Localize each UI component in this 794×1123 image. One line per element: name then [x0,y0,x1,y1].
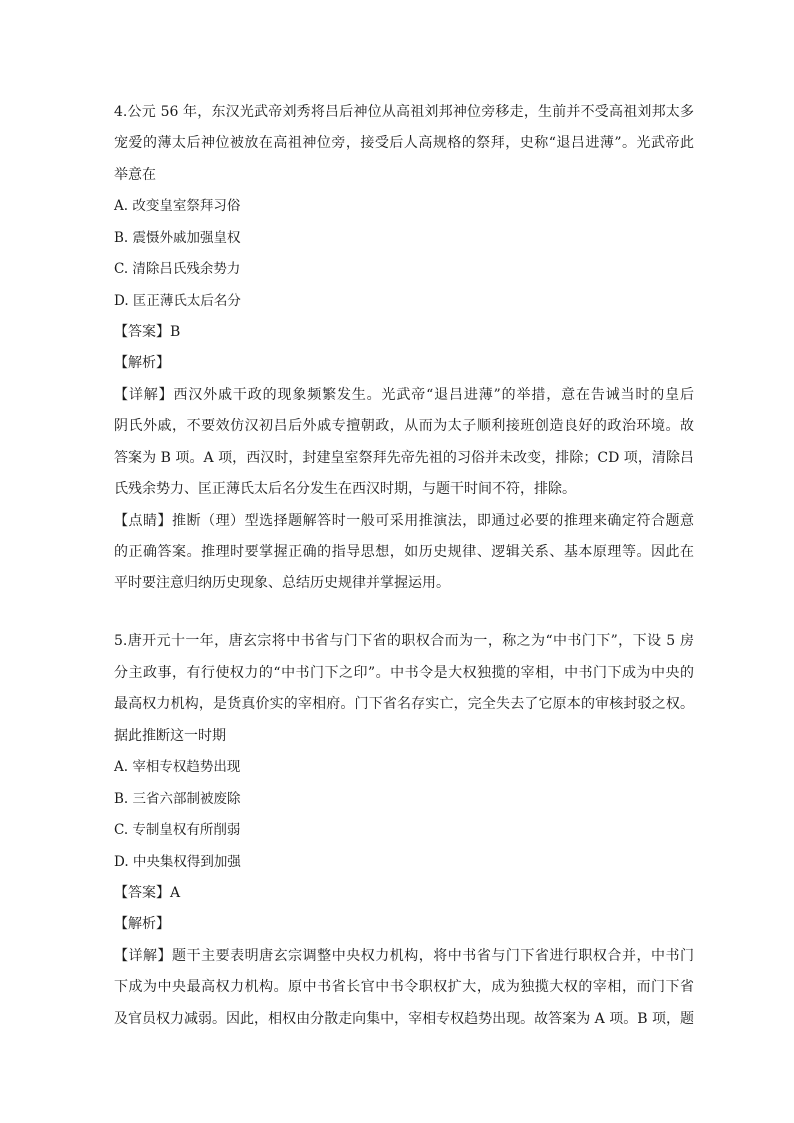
q5-analysis-heading: 【解析】 [114,916,170,932]
q4-option-d: D. 匡正薄氏太后名分 [114,293,241,309]
q4-detail-line-3: 答案为 B 项。A 项，西汉时，封建皇室祭拜先帝先祖的习俗并未改变，排除；CD 项，清除吕 [114,450,694,466]
q4-option-b: B. 震慑外戚加强皇权 [114,230,241,246]
q5-option-b: B. 三省六部制被废除 [114,791,241,807]
q4-detail-line-1: 【详解】西汉外戚干政的现象频繁发生。光武帝“退吕进薄”的举措，意在告诫当时的皇后 [114,387,694,403]
q4-option-c: C. 清除吕氏残余势力 [114,261,241,277]
q4-tip-line-1: 【点睛】推断（理）型选择题解答时一般可采用推演法，即通过必要的推理来确定符合题意 [114,513,694,529]
q4-detail-line-2: 阴氏外戚，不要效仿汉初吕后外戚专擅朝政，从而为太子顺利接班创造良好的政治环境。故 [114,418,694,434]
q5-option-c: C. 专制皇权有所削弱 [114,822,241,838]
q5-stem-line-3: 最高权力机构，是货真价实的宰相府。门下省名存实亡，完全失去了它原本的审核封驳之权。 [114,696,694,712]
q5-option-d: D. 中央集权得到加强 [114,854,241,870]
q5-stem-line-1: 5.唐开元十一年，唐玄宗将中书省与门下省的职权合而为一，称之为“中书门下”，下设 5 房 [114,633,694,649]
q4-answer: 【答案】B [114,324,181,340]
q4-tip-line-3: 平时要注意归纳历史现象、总结历史规律并掌握运用。 [114,575,450,591]
q5-stem-line-4: 据此推断这一时期 [114,728,226,744]
q4-stem-line-2: 宠爱的薄太后神位被放在高祖神位旁，接受后人高规格的祭拜，史称“退吕进薄”。光武帝此 [114,135,694,151]
q4-option-a: A. 改变皇室祭拜习俗 [114,198,241,214]
q5-detail-line-3: 及官员权力减弱。因此，相权由分散走向集中，宰相专权趋势出现。故答案为 A 项。B 项，题 [114,1011,694,1027]
q5-detail-line-2: 下成为中央最高权力机构。原中书省长官中书令职权扩大，成为独揽大权的宰相，而门下省 [114,979,694,995]
q4-stem-line-1: 4.公元 56 年，东汉光武帝刘秀将吕后神位从高祖刘邦神位旁移走，生前并不受高祖刘邦太多 [114,104,694,120]
q4-detail-line-4: 氏残余势力、匡正薄氏太后名分发生在西汉时期，与题干时间不符，排除。 [114,481,576,497]
q5-option-a: A. 宰相专权趋势出现 [114,759,241,775]
q5-stem-line-2: 分主政事，有行使权力的“中书门下之印”。中书令是大权独揽的宰相，中书门下成为中央的 [114,665,694,681]
q4-analysis-heading: 【解析】 [114,355,170,371]
q5-detail-line-1: 【详解】题干主要表明唐玄宗调整中央权力机构，将中书省与门下省进行职权合并，中书门 [114,948,694,964]
q4-tip-line-2: 的正确答案。推理时要掌握正确的指导思想，如历史规律、逻辑关系、基本原理等。因此在 [114,544,694,560]
q5-answer: 【答案】A [114,885,181,901]
q4-stem-line-3: 举意在 [114,167,156,183]
